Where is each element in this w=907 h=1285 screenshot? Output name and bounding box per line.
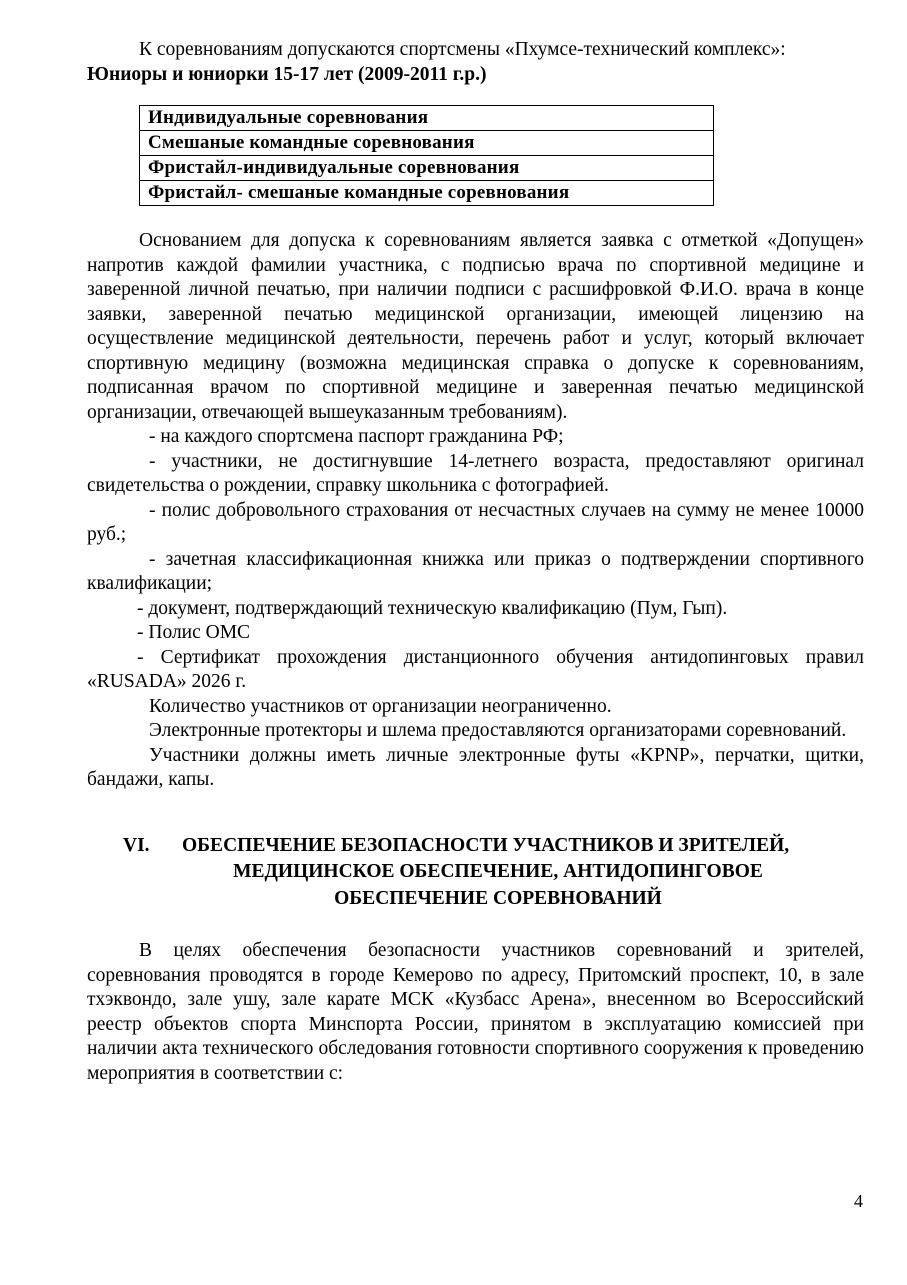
table-row (140, 181, 714, 206)
section-title-line: ОБЕСПЕЧЕНИЕ СОРЕВНОВАНИЙ (334, 887, 662, 909)
document-item: - участники, не достигнувшие 14-летнего возраста, предоставляют оригинал свидетельства о рождении, справку школьника с фотографией. (87, 450, 864, 496)
admission-paragraph: Основанием для допуска к соревнованиям является заявка с отметкой «Допущен» напротив каждой фамилии участника, с подписью врача по спортивной медицине и заверенной личной печатью, при наличии подписи с расшифровкой Ф.И.О. врача в конце заявки, заверенной печатью медицинской организации, имеющей лицензию на осуществление медицинской деятельности, перечень работ и услуг, который включает спортивную медицину (возможна медицинская справка о допуске к соревнованиям, подписанная врачом по спортивной медицине и заверенная печатью медицинской организации, отвечающей вышеуказанным требованиям). (87, 230, 864, 423)
section-heading (87, 833, 864, 913)
table-row (140, 106, 714, 131)
document-item: - документ, подтверждающий техническую квалификацию (Пум, Гып). (137, 597, 728, 619)
intro-text: К соревнованиям допускаются спортсмены «Пхумсе-технический комплекс»: (139, 39, 786, 60)
note-item: Количество участников от организации неограниченно. (149, 695, 612, 717)
page-number: 4 (854, 1191, 863, 1211)
section-title-line: МЕДИЦИНСКОЕ ОБЕСПЕЧЕНИЕ, АНТИДОПИНГОВОЕ (233, 861, 763, 882)
document-item: - полис добровольного страхования от несчастных случаев на сумму не менее 10000 руб.; (87, 499, 864, 545)
note-item: Участники должны иметь личные электронные футы «KPNP», перчатки, щитки, бандажи, капы. (87, 744, 864, 790)
document-item: - Полис ОМС (137, 622, 251, 643)
document-item: - зачетная классификационная книжка или приказ о подтверждении спортивного квалификации; (87, 548, 864, 594)
category-cell: Фристайл- смешаные командные соревнования (140, 181, 714, 206)
table-row (140, 131, 714, 156)
section-paragraph: В целях обеспечения безопасности участников соревнований и зрителей, соревнования проводятся в городе Кемерово по адресу, Притомский проспект, 10, в зале тхэквондо, зале ушу, зале карате МСК «Кузбасс Арена», внесенном во Всероссийский реестр объектов спорта Минспорта России, принятом в эксплуатацию комиссией при наличии акта технического обследования готовности спортивного сооружения к проведению мероприятия в соответствии с: (87, 940, 864, 1084)
category-cell: Индивидуальные соревнования (140, 106, 714, 131)
category-cell: Смешаные командные соревнования (140, 131, 714, 156)
category-cell: Фристайл-индивидуальные соревнования (140, 156, 714, 181)
section-number: VI. (123, 834, 150, 856)
table-row (140, 156, 714, 181)
age-group: Юниоры и юниорки 15-17 лет (2009-2011 г.р.) (87, 63, 487, 85)
document-item: - Сертификат прохождения дистанционного обучения антидопинговых правил «RUSADA» 2026 г. (87, 646, 864, 692)
section-title-line: ОБЕСПЕЧЕНИЕ БЕЗОПАСНОСТИ УЧАСТНИКОВ И ЗРИТЕЛЕЙ, (182, 834, 790, 856)
categories-table (139, 105, 714, 206)
document-item: - на каждого спортсмена паспорт гражданина РФ; (149, 426, 564, 447)
document-page (87, 38, 864, 1086)
note-item: Электронные протекторы и шлема предоставляются организаторами соревнований. (149, 720, 847, 741)
